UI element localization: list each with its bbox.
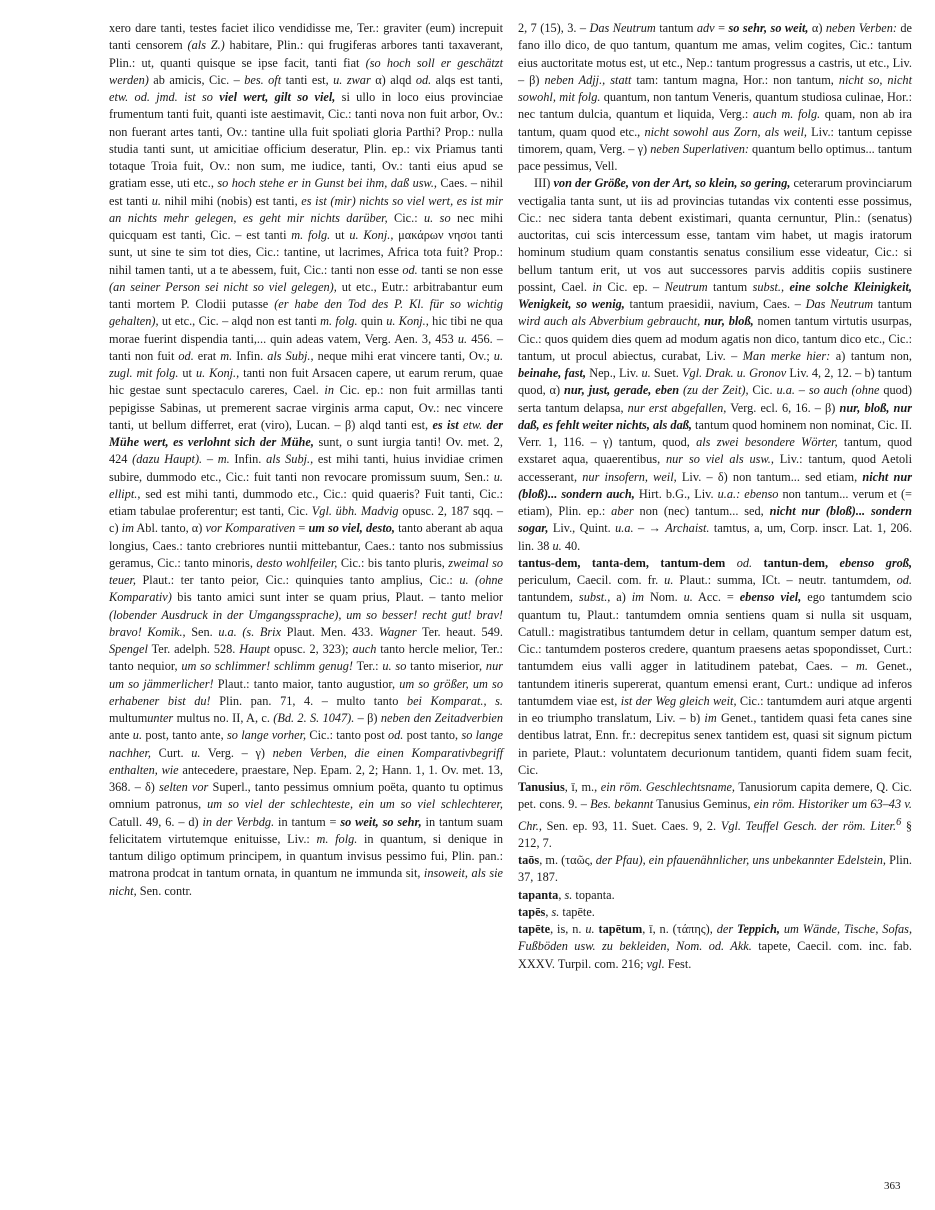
- entry-tapete: tapēte, is, n. u. tapētum, ī, n. (τάπης), der Teppich, um Wände, Tische, Sofas, Fußböden usw. zu bekleiden, Nom. od. Akk. tapete, Caecil. com. inc. fab. XXXV. Turpil. com. 216; vgl. Fest.: [518, 922, 913, 971]
- entry-tantusdem: tantus-dem, tanta-dem, tantum-dem od. tantun-dem, ebenso groß, periculum, Caecil. com. fr. u. Plaut.: summa, ICt. – neutr. tantumdem, od. tantundem, subst., a) im Nom. u. Acc. = ebenso viel, ego tantumdem scio quantum tu, Plaut.: tantumdem omnia sentiens quam si nulla sit usquam, Catull.: magistratibus tantumdem detur in cellam, quantum semper datum est, Cic.: tantumdem posteros credere, quantum praesens aetas spopondisset, Curt.: tantumdem eius valli agger in latitudinem patebat, Caes. – m. Genet., tantundem itineris supererat, quantum emensi erant, Curt.: undique ad inferos tantumdem viae est, ist der Weg gleich weit, Cic.: tantumdem auri atque argenti in eo triumpho translatum, Liv. – b) im Genet., tantidem quasi feta canes sine dentibus latrat, Enn. fr.: decrepitus senex tantidem est, quasi sit signum pictum in pariete, Plaut.: voluntatem decurionum tantidem, quanti fidem suam fecit, Cic.: [518, 555, 913, 777]
- page-number: 363: [884, 1180, 901, 1192]
- right-column: [518, 20, 912, 973]
- entry-tanusius: Tanusius, ī, m., ein röm. Geschlechtsname, Tanusiorum capita demere, Q. Cic. pet. cons. 9. – Bes. bekannt Tanusius Geminus, ein röm. Historiker um 63–43 v. Chr., Sen. ep. 93, 11. Suet. Caes. 9, 2. Vgl. Teuffel Gesch. der röm. Liter.$^6$ § 212, 7.: [518, 780, 913, 850]
- right-paragraph-section-iii: III) von der Größe, von der Art, so klein, so gering, ceterarum provinciarum vectigalia tanta sunt, ut iis ad provincias tutandas vix contenti esse possimus, Cic.: nec sidera tanta debent existimari, quanta cernuntur, Plin.: (senatus) auctoritas, cui scis intercessum esse, tantam vim habet, ut magis iratorum hominum studium quam constantis senatus consilium esse videatur, Cic.: si bellum tantum erit, ut vos aut successores parvis additis copiis sustinere possint, Cael. in Cic. ep. – Neutrum tantum subst., eine solche Kleinigkeit, Wenigkeit, so wenig, tantum praesidii, navium, Caes. – Das Neutrum tantum wird auch als Abverbium gebraucht, nur, bloß, nomen tantum virtutis usurpas, Cic.: quos quidem dies quem ad modum agatis non dico, tantum dico etc., Cic.: tantum, ut procul abiectus, curabat, Liv. – Man merke hier: a) tantum non, beinahe, fast, Nep., Liv. u. Suet. Vgl. Drak. u. Gronov Liv. 4, 2, 12. – b) tantum quod, α) nur, just, gerade, eben (zu der Zeit), Cic. u.a. – so auch (ohne quod) serta tantum delapsa, nur erst abgefallen, Verg. ecl. 6, 16. – β) nur, bloß, nur daß, es fehlt weiter nichts, als daß, tantum quod hominem non nominat, Cic. II. Verr. 1, 116. – γ) tantum, quod, als zwei besondere Wörter, tantum, quod exstaret aqua, quaerentibus, nur so viel als usw., Liv.: tantum, quod Aetoli accesserant, nur insofern, weil, Liv. – δ) non tantum... sed etiam, nicht nur (bloß)... sondern auch, Hirt. b.G., Liv. u.a.: ebenso non tantum... verum et (= etiam), Plin. ep.: aber non (nec) tantum... sed, nicht nur (bloß)... sondern sogar, Liv., Quint. u.a. – → Archaist. tamtus, a, um, Corp. inscr. Lat. 1, 206. lin. 38 u. 40.: [518, 176, 913, 553]
- right-paragraph-continuation: 2, 7 (15), 3. – Das Neutrum tantum adv = so sehr, so weit, α) neben Verben: de fano illo dico, de quo tantum, quantum me amas, velim cogites, Cic.: tantum eius auctoritate motus est, ut etc., Nep.: tantum progressus a castris, ut etc., Liv. – β) neben Adjj., statt tam: tantum magna, Hor.: non tantum, nicht so, nicht sowohl, mit folg. quantum, non tantum Veneris, quantum studiosa culinae, Hor.: nec tantum dulcia, quantum et liquida, Verg.: auch m. folg. quam, non ab ira tantum, quam quod etc., nicht sowohl aus Zorn, als weil, Liv.: tantum cepisse timorem, quam, Verg. – γ) neben Superlativen: quantum bello optimus... tantum pace pessimus, Vell.: [518, 21, 913, 173]
- left-column: [109, 20, 503, 900]
- entry-tapanta: tapanta, s. topanta.: [518, 887, 615, 902]
- left-paragraph: xero dare tanti, testes faciet ilico vendidisse me, Ter.: graviter (eum) increpuit tanti censorem (als Z.) habitare, Plin.: qui frugiferas arbores tanti taxaverant, Plin.: ut, quanti quisque se ipse facit, tanti fiat (so hoch soll er geschätzt werden) ab amicis, Cic. – bes. oft tanti est, u. zwar α) alqd od. alqs est tanti, etw. od. jmd. ist so viel wert, gilt so viel, si ullo in loco eius provinciae frumentum tanti fuit, quanti iste aestimavit, Cic.: tanti nova non fuit arbor, Ov.: non fuerant artes tanti, Ov.: tantine ulla fuit spoliati gloria Parthi? Prop.: nulla studia tanti sunt, ut amicitiae officium deseratur, Plin. ep.: vix Priamus tanti totaque Troia fuit, Ov.: non sum, me iudice, tanti, Ov.: tanti eius apud se gratiam esse, uti etc., so hoch stehe er in Gunst bei ihm, daß usw., Caes. – nihil est tanti u. nihil mihi (nobis) est tanti, es ist (mir) nichts so viel wert, es ist mir an nichts mehr gelegen, es geht mir nichts darüber, Cic.: u. so nec mihi quicquam est tanti, Cic. – est tanti m. folg. ut u. Konj., μακάρων νησοι tanti sunt, ut sine te sim tot dies, Cic.: tantine, ut lacrimes, Africa tota fuit? Prop.: nihil tamen tanti, ut a te abessem, fuit, Cic.: tanti non esse od. tanti se non esse (an seiner Person sei nicht so viel gelegen), ut etc., Eutr.: arbitrabantur eum tanti mortem P. Clodii putasse (er habe den Tod des P. Kl. für so wichtig gehalten), ut etc., Cic. – alqd non est tanti m. folg. quin u. Konj., hic tibi ne qua morae fuerint dispendia tanti,... quin adeas vatem, Verg. Aen. 3, 453 u. 456. – tanti non fuit od. erat m. Infin. als Subj., neque mihi erat vincere tanti, Ov.; u. zugl. mit folg. ut u. Konj., tanti non fuit Arsacen capere, ut earum rerum, quae hic gestae sunt spectaculo careres, Cael. in Cic. ep.: non fuit armillas tanti pepigisse Sabinas, ut premerent sacrae virginis arma caput, Ov.: nec vincere tanti, ut bellum differret, erat (viro), Lucan. – β) alqd tanti est, es ist etw. der Mühe wert, es verlohnt sich der Mühe, sunt, o sunt iurgia tanti! Ov. met. 2, 424 (dazu Haupt). – m. Infin. als Subj., est mihi tanti, huius invidiae crimen subire, dummodo etc., Cic.: fuit tanti non revocare promissum suum, Sen.: u. ellipt., sed est mihi tanti, dummodo etc., Cic.: quid quaeris? Fuit tanti, Cic.: etiam tabulae proferentur; est tanti, Cic. Vgl. übh. Madvig opusc. 2, 187 sqq. – c) im Abl. tanto, α) vor Komparativen = um so viel, desto, tanto aberant ab aqua longius, Caes.: tanto crebriores nuntii mittebantur, Caes.: tanto nos submissius geramus, Cic.: tanto minoris, desto wohlfeiler, Cic.: bis tanto pluris, zweimal so teuer, Plaut.: ter tanto peior, Cic.: quinquies tanto amplius, Cic.: u. (ohne Komparativ) bis tanto amici sunt inter se quam prius, Plaut. – tanto melior (lobender Ausdruck in der Umgangssprache), um so besser! recht gut! brav! bravo! Komik., Sen. u.a. (s. Brix Plaut. Men. 433. Wagner Ter. heaut. 549. Spengel Ter. adelph. 528. Haupt opusc. 2, 323); auch tanto hercle melior, Ter.: tanto nequior, um so schlimmer! schlimm genug! Ter.: u. so tanto miserior, nur um so jämmerlicher! Plaut.: tanto maior, tanto augustior, um so größer, um so erhabener bist du! Plin. pan. 71, 4. – multo tanto bei Komparat., s. multumunter multus no. II, A, c. (Bd. 2. S. 1047). – β) neben den Zeitadverbien ante u. post, tanto ante, so lange vorher, Cic.: tanto post od. post tanto, so lange nachher, Curt. u. Verg. – γ) neben Verben, die einen Komparativbegriff enthalten, wie antecedere, praestare, Nep. Epam. 2, 2; Hann. 1, 1. Ov. met. 13, 368. – δ) selten vor Superl., tanto pessimus omnium poëta, quanto tu optimus omnium patronus, um so viel der schlechteste, ein um so viel schlechterer, Catull. 49, 6. – d) in der Verbdg. in tantum = so weit, so sehr, in tantum suam felicitatem virtutemque enituisse, Liv.: m. folg. in quantum, si denique in tantum diligo optimum principem, in quantum invisus pessimo fui, Plin. pan.: matrona prodcat in tantum ornata, in quantum ne immunda sit, insoweit, als sie nicht, Sen. contr.: [109, 21, 504, 898]
- entry-tapes: tapēs, s. tapēte.: [518, 904, 595, 919]
- entry-taos: taōs, m. (ταῶς, der Pfau), ein pfauenähnlicher, uns unbekannter Edelstein, Plin. 37, 187.: [518, 853, 912, 885]
